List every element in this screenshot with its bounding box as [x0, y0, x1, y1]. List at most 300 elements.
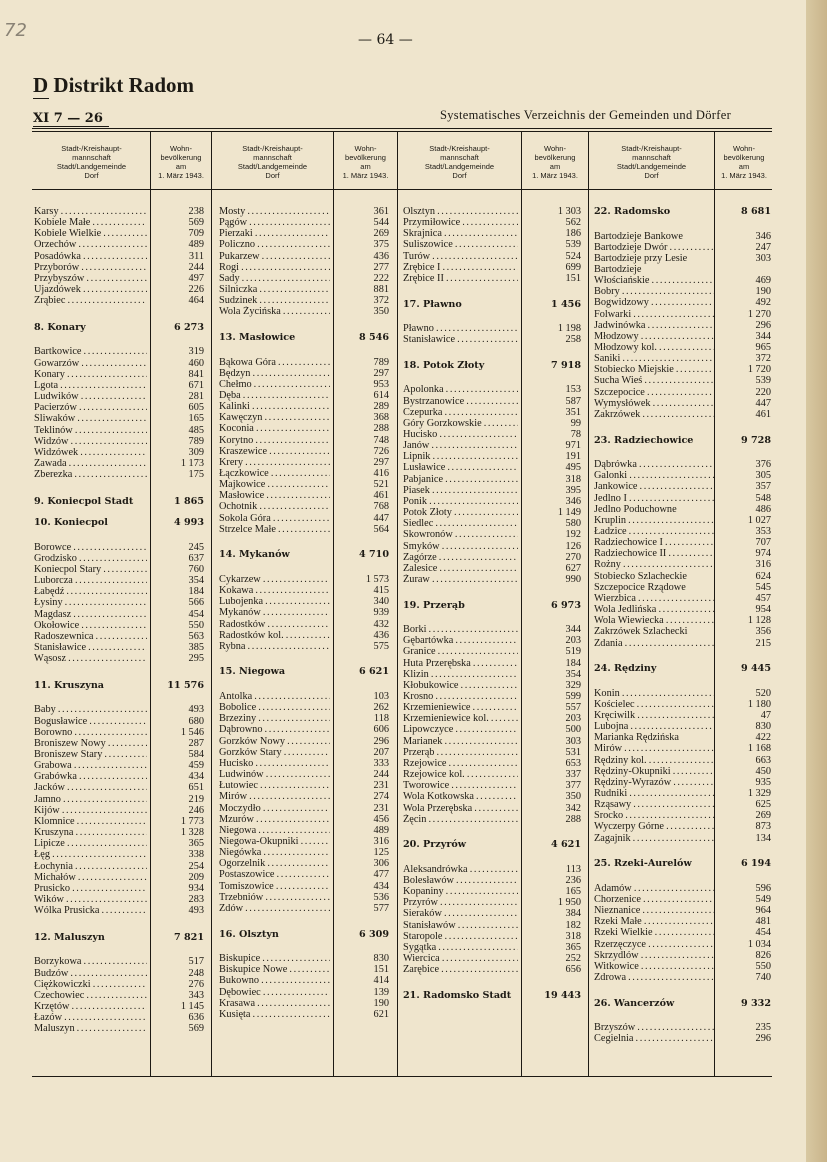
locality-name: Pabjanice . . .: [403, 474, 518, 485]
locality-population: 545: [755, 581, 771, 593]
locality-population: 338: [188, 849, 204, 861]
locality-population: 577: [373, 902, 389, 914]
header-name-col-2: Stadt-/Kreishaupt- mannschaft Stadt/Landgemeinde Dorf: [237, 144, 308, 180]
locality-row: [594, 398, 771, 409]
locality-name: Zrębice I . . .: [403, 262, 518, 273]
header-name-col-1: Stadt-/Kreishaupt- mannschaft Stadt/Landgemeinde Dorf: [56, 144, 127, 180]
locality-name: Biskupice . . .: [219, 953, 330, 964]
district-header-row: [219, 666, 389, 677]
locality-row: [403, 669, 581, 680]
locality-name: Jankowice . . .: [594, 481, 714, 492]
locality-row: [594, 1033, 771, 1044]
locality-name: Jacków . . .: [34, 782, 147, 793]
locality-name: Witkowice . . .: [594, 961, 714, 972]
locality-name: Łutowiec . . .: [219, 780, 330, 791]
locality-population: 493: [188, 704, 204, 716]
locality-name: Kobiele Wielkie . . .: [34, 228, 147, 239]
locality-population: 636: [188, 1012, 204, 1024]
locality-population: 215: [755, 637, 771, 649]
locality-population: 395: [565, 484, 581, 496]
locality-name: Smyków . . .: [403, 541, 518, 552]
locality-row: [219, 713, 389, 724]
locality-row: [403, 563, 581, 574]
locality-row: [403, 953, 581, 964]
locality-population: 319: [188, 346, 204, 358]
locality-row: [34, 1023, 204, 1034]
pencil-note: 72: [4, 20, 27, 41]
locality-row: [34, 749, 204, 760]
locality-name: Szczepocice Rządowe: [594, 581, 686, 593]
locality-name: Łysiny . . .: [34, 597, 147, 608]
locality-row: [34, 436, 204, 447]
locality-population: 244: [373, 769, 389, 781]
locality-name: Pierzaki . . .: [219, 228, 330, 239]
locality-name: Zberezka . . .: [34, 469, 147, 480]
locality-row: [219, 390, 389, 401]
locality-population: 309: [188, 446, 204, 458]
locality-row: [594, 1022, 771, 1033]
locality-row: [594, 755, 771, 766]
locality-name: Majkowice . . .: [219, 479, 330, 490]
locality-name: Cegielnia . . .: [594, 1033, 714, 1044]
locality-row: [594, 894, 771, 905]
locality-name: Ujazdówek . . .: [34, 284, 147, 295]
locality-row: [403, 747, 581, 758]
locality-name: Galonki . . .: [594, 470, 714, 481]
locality-name: Mykanów . . .: [219, 607, 330, 618]
locality-name: Gębartówka . . .: [403, 635, 518, 646]
locality-population: 934: [188, 882, 204, 894]
locality-name: Stobiecko Szlacheckie: [594, 570, 687, 582]
locality-name: Dąbrowno . . .: [219, 724, 330, 735]
locality-row: [403, 680, 581, 691]
locality-population: 531: [565, 746, 581, 758]
district-header-row: [594, 663, 771, 674]
header-pop-col-4: Wohn- bevölkerung am 1. März 1943.: [721, 144, 767, 180]
locality-row: [403, 864, 581, 875]
locality-name: Posadówka . . .: [34, 251, 147, 262]
locality-population: 990: [565, 573, 581, 585]
locality-name: Koconia . . .: [219, 423, 330, 434]
district-header-row: [34, 932, 204, 943]
locality-population: 517: [188, 956, 204, 968]
locality-name: Kalinki . . .: [219, 401, 330, 412]
locality-population: 671: [188, 379, 204, 391]
locality-row: [594, 604, 771, 615]
locality-population: 113: [565, 863, 581, 875]
locality-row: [594, 264, 771, 275]
locality-row: [34, 273, 204, 284]
locality-row: [219, 814, 389, 825]
locality-population: 965: [755, 342, 771, 354]
locality-population: 190: [755, 286, 771, 298]
locality-name: Maluszyn . . .: [34, 1023, 147, 1034]
locality-name: Suliszowice . . .: [403, 239, 518, 250]
locality-name: Lgota . . .: [34, 380, 147, 391]
locality-name: Potok Złoty . . .: [403, 507, 518, 518]
locality-population: 1 198: [557, 323, 581, 335]
locality-row: [403, 407, 581, 418]
locality-name: Bartodzieje: [594, 263, 642, 275]
locality-row: [34, 704, 204, 715]
locality-population: 247: [755, 241, 771, 253]
locality-population: 557: [565, 702, 581, 714]
locality-population: 1 145: [180, 1000, 204, 1012]
locality-population: 497: [188, 272, 204, 284]
page-edge: [806, 0, 827, 1162]
locality-population: 126: [565, 540, 581, 552]
locality-row: [403, 228, 581, 239]
locality-row: [594, 777, 771, 788]
locality-population: 151: [373, 964, 389, 976]
locality-population: 118: [373, 713, 389, 725]
locality-row: [219, 780, 389, 791]
locality-name: Zdów . . .: [219, 903, 330, 914]
locality-row: [594, 297, 771, 308]
locality-population: 653: [565, 757, 581, 769]
locality-population: 454: [755, 927, 771, 939]
locality-population: 340: [373, 596, 389, 608]
locality-population: 192: [565, 529, 581, 541]
locality-population: 303: [565, 735, 581, 747]
district-name: 20. Przyrów: [403, 839, 467, 851]
locality-population: 1 303: [557, 206, 581, 217]
locality-population: 337: [565, 769, 581, 781]
locality-population: 1 149: [557, 507, 581, 519]
locality-population: 873: [755, 821, 771, 833]
locality-row: [594, 833, 771, 844]
locality-row: [594, 309, 771, 320]
locality-name: Zdrowa . . .: [594, 972, 714, 983]
locality-population: 231: [373, 802, 389, 814]
locality-population: 599: [565, 691, 581, 703]
district-header-row: [594, 858, 771, 869]
locality-population: 460: [188, 357, 204, 369]
locality-population: 1 034: [747, 938, 771, 950]
locality-name: Folwarki . . .: [594, 309, 714, 320]
locality-row: [219, 457, 389, 468]
locality-row: [594, 905, 771, 916]
locality-row: [594, 526, 771, 537]
locality-population: 536: [373, 891, 389, 903]
locality-name: Wola Kotkowska . . .: [403, 791, 518, 802]
locality-row: [403, 429, 581, 440]
locality-row: [594, 253, 771, 264]
locality-name: Teklinów . . .: [34, 425, 147, 436]
locality-name: Wymysłówek . . .: [594, 398, 714, 409]
locality-name: Silniczka . . .: [219, 284, 330, 295]
locality-row: [594, 342, 771, 353]
locality-row: [594, 387, 771, 398]
locality-row: [219, 803, 389, 814]
locality-population: 385: [188, 641, 204, 653]
locality-population: 587: [565, 395, 581, 407]
locality-population: 1 328: [180, 827, 204, 839]
locality-row: [34, 653, 204, 664]
locality-population: 276: [188, 978, 204, 990]
locality-population: 372: [755, 353, 771, 365]
district-header-row: [403, 299, 581, 310]
district-name: 12. Maluszyn: [34, 931, 105, 943]
locality-row: [34, 239, 204, 250]
locality-row: [594, 559, 771, 570]
locality-row: [34, 284, 204, 295]
locality-name: Pacierzów . . .: [34, 402, 147, 413]
locality-name: Ochotnik . . .: [219, 501, 330, 512]
locality-row: [219, 585, 389, 596]
locality-name: Zakrzówek Szlachecki: [594, 626, 688, 638]
locality-name: Chełmo . . .: [219, 379, 330, 390]
locality-name: Żuraw . . .: [403, 574, 518, 585]
locality-population: 236: [565, 875, 581, 886]
district-population: 6 973: [550, 599, 581, 611]
locality-row: [403, 658, 581, 669]
locality-population: 165: [565, 886, 581, 898]
locality-name: Hucisko . . .: [403, 429, 518, 440]
locality-population: 464: [188, 295, 204, 307]
locality-population: 306: [373, 858, 389, 870]
locality-population: 288: [565, 813, 581, 825]
locality-population: 434: [373, 880, 389, 892]
locality-row: [594, 470, 771, 481]
locality-name: Zrębice II . . .: [403, 273, 518, 284]
locality-name: Lubojna . . .: [594, 721, 714, 732]
locality-name: Czechowiec . . .: [34, 990, 147, 1001]
locality-row: [594, 582, 771, 593]
locality-row: [403, 418, 581, 429]
locality-population: 274: [373, 791, 389, 803]
locality-name: Będzyn . . .: [219, 368, 330, 379]
locality-row: [403, 396, 581, 407]
locality-population: 584: [188, 749, 204, 760]
district-population: 1 865: [173, 495, 204, 507]
locality-population: 246: [188, 804, 204, 816]
locality-row: [34, 827, 204, 838]
locality-population: 939: [373, 607, 389, 619]
locality-name: Rzejowice . . .: [403, 758, 518, 769]
locality-row: [34, 642, 204, 653]
locality-name: Janów . . .: [403, 440, 518, 451]
locality-row: [403, 624, 581, 635]
locality-row: [594, 688, 771, 699]
locality-population: 139: [373, 986, 389, 998]
locality-population: 333: [373, 757, 389, 769]
locality-row: [219, 825, 389, 836]
locality-row: [594, 375, 771, 386]
locality-population: 709: [188, 228, 204, 240]
locality-row: [594, 927, 771, 938]
locality-row: [403, 814, 581, 825]
locality-name: Młodzowy kol. . . .: [594, 342, 714, 353]
locality-row: [219, 641, 389, 652]
locality-row: [594, 810, 771, 821]
locality-name: Radoszewnica . . .: [34, 631, 147, 642]
locality-name: Wierzbica . . .: [594, 593, 714, 604]
locality-row: [34, 816, 204, 827]
locality-row: [34, 586, 204, 597]
district-header-row: [594, 206, 771, 217]
locality-row: [219, 273, 389, 284]
locality-population: 485: [188, 424, 204, 436]
locality-population: 361: [373, 206, 389, 217]
locality-name: Antolka . . .: [219, 691, 330, 702]
locality-population: 740: [755, 972, 771, 983]
locality-row: [403, 713, 581, 724]
locality-name: Kruszyna . . .: [34, 827, 147, 838]
locality-row: [34, 217, 204, 228]
locality-name: Zagórze . . .: [403, 552, 518, 563]
locality-row: [219, 524, 389, 535]
locality-name: Przybyszów . . .: [34, 273, 147, 284]
locality-population: 297: [373, 367, 389, 379]
locality-name: Mirów . . .: [219, 791, 330, 802]
locality-row: [219, 596, 389, 607]
locality-population: 1 180: [747, 698, 771, 710]
locality-population: 415: [373, 585, 389, 597]
locality-row: [34, 894, 204, 905]
locality-population: 342: [565, 802, 581, 814]
locality-row: [219, 903, 389, 914]
locality-row: [403, 529, 581, 540]
locality-name: Kijów . . .: [34, 805, 147, 816]
locality-name: Bolesławów . . .: [403, 875, 518, 886]
locality-population: 354: [188, 575, 204, 587]
locality-row: [594, 638, 771, 649]
locality-name: Rędziny-Wyrazów . . .: [594, 777, 714, 788]
locality-name: Huta Przerębska . . .: [403, 658, 518, 669]
locality-name: Stanisławice . . .: [34, 642, 147, 653]
district-header-row: [594, 998, 771, 1009]
locality-population: 365: [565, 941, 581, 953]
locality-name: Łabędź . . .: [34, 586, 147, 597]
district-population: 6 309: [358, 928, 389, 940]
locality-name: Rzejowice kol. . . .: [403, 769, 518, 780]
locality-name: Hucisko . . .: [219, 758, 330, 769]
locality-name: Lipowczyce . . .: [403, 724, 518, 735]
locality-name: Skrzydlów . . .: [594, 950, 714, 961]
locality-name: Grabówka . . .: [34, 771, 147, 782]
locality-name: Kokawa . . .: [219, 585, 330, 596]
locality-name: Jedlno I . . .: [594, 493, 714, 504]
locality-population: 459: [188, 760, 204, 772]
locality-population: 344: [565, 624, 581, 636]
district-population: 4 710: [358, 549, 389, 561]
locality-row: [219, 412, 389, 423]
locality-name: Biskupice Nowe . . .: [219, 964, 330, 975]
locality-row: [34, 1001, 204, 1012]
locality-population: 841: [188, 368, 204, 380]
locality-population: 231: [373, 780, 389, 792]
locality-row: [34, 391, 204, 402]
locality-row: [34, 990, 204, 1001]
locality-name: Zdania . . .: [594, 638, 714, 649]
locality-name: Bobry . . .: [594, 286, 714, 297]
locality-name: Szczepocice . . .: [594, 387, 714, 398]
locality-population: 346: [755, 230, 771, 242]
locality-population: 1 546: [180, 726, 204, 738]
locality-name: Radostków . . .: [219, 619, 330, 630]
locality-population: 296: [755, 319, 771, 331]
locality-name: Mosty . . .: [219, 206, 330, 217]
locality-name: Brzeziny . . .: [219, 713, 330, 724]
district-name: 10. Koniecpol: [34, 517, 108, 529]
locality-population: 416: [373, 468, 389, 480]
locality-population: 524: [565, 250, 581, 262]
locality-name: Bartodzieje Dwór . . .: [594, 242, 714, 253]
locality-population: 207: [373, 746, 389, 758]
locality-row: [219, 630, 389, 641]
locality-population: 548: [755, 492, 771, 504]
locality-name: Prusicko . . .: [34, 883, 147, 894]
locality-population: 621: [373, 1008, 389, 1020]
locality-population: 316: [755, 559, 771, 571]
locality-row: [34, 575, 204, 586]
district-header-row: [34, 517, 204, 528]
locality-name: Kraszewice . . .: [219, 446, 330, 457]
locality-row: [594, 331, 771, 342]
locality-population: 964: [755, 905, 771, 917]
locality-name: Koniecpol Stary . . .: [34, 564, 147, 575]
locality-name: Srocko . . .: [594, 810, 714, 821]
locality-row: [219, 869, 389, 880]
locality-name: Grodzisko . . .: [34, 553, 147, 564]
locality-population: 296: [373, 735, 389, 747]
locality-name: Strzelce Małe . . .: [219, 524, 330, 535]
locality-population: 252: [565, 953, 581, 965]
locality-name: Broniszew Stary . . .: [34, 749, 147, 760]
locality-name: Klizin . . .: [403, 669, 518, 680]
locality-name: Bukowno . . .: [219, 975, 330, 986]
table-top-rule-thin: [32, 131, 772, 132]
locality-row: [219, 401, 389, 412]
locality-name: Kościelec . . .: [594, 699, 714, 710]
locality-row: [219, 619, 389, 630]
locality-name: Jedlno Poduchowne: [594, 503, 677, 515]
district-header-row: [403, 839, 581, 850]
locality-row: [219, 490, 389, 501]
locality-row: [34, 564, 204, 575]
locality-name: Przyrów . . .: [403, 897, 518, 908]
locality-row: [403, 635, 581, 646]
locality-population: 165: [188, 413, 204, 425]
locality-population: 830: [755, 721, 771, 733]
locality-name: Wólka Prusicka . . .: [34, 905, 147, 916]
locality-row: [219, 847, 389, 858]
section-code-underline: [33, 126, 109, 127]
district-population: 1 456: [550, 298, 581, 310]
locality-population: 971: [565, 440, 581, 452]
locality-population: 605: [188, 402, 204, 414]
locality-population: 184: [565, 657, 581, 669]
locality-population: 935: [755, 776, 771, 788]
district-population: 8 681: [740, 206, 771, 217]
locality-name: Kobiele Małe . . .: [34, 217, 147, 228]
locality-name: Tomiszowice . . .: [219, 881, 330, 892]
locality-row: [594, 571, 771, 582]
locality-name: Wola Jedlińska . . .: [594, 604, 714, 615]
locality-name: Konin . . .: [594, 688, 714, 699]
locality-name: Niegówka . . .: [219, 847, 330, 858]
locality-population: 454: [188, 608, 204, 620]
locality-name: Krzemieniewice . . .: [403, 702, 518, 713]
locality-row: [594, 242, 771, 253]
locality-population: 329: [565, 679, 581, 691]
locality-name: Lusławice . . .: [403, 462, 518, 473]
locality-row: [219, 953, 389, 964]
locality-row: [34, 206, 204, 217]
locality-row: [403, 440, 581, 451]
locality-row: [34, 380, 204, 391]
